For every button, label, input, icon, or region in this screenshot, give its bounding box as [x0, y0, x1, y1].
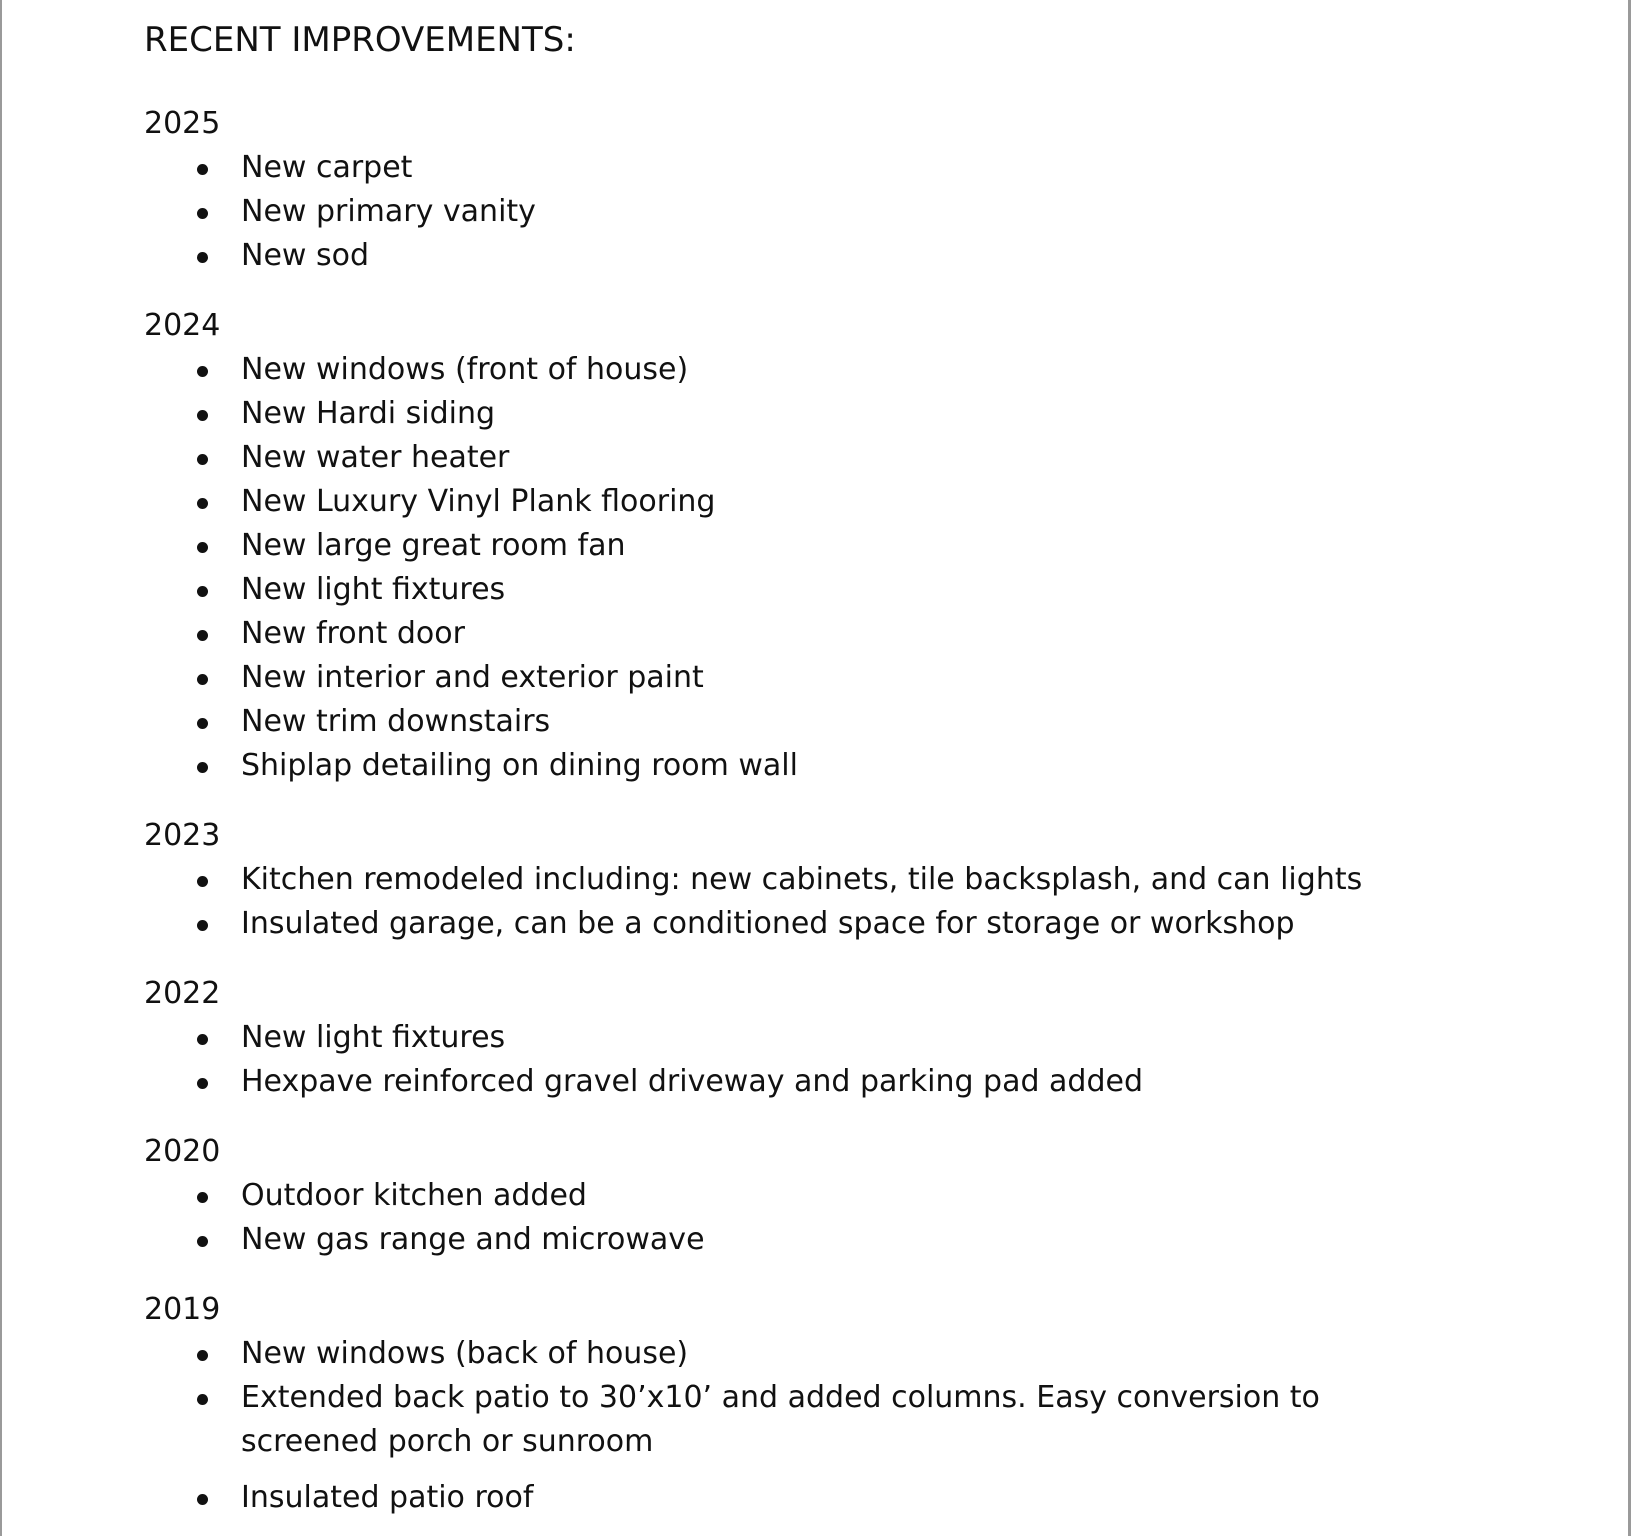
- item-text: New large great room fan: [241, 528, 626, 563]
- document-title: RECENT IMPROVEMENTS:: [144, 20, 576, 60]
- section-2022: [144, 972, 1584, 1104]
- improvement-list: [144, 348, 1584, 788]
- item-text: New front door: [241, 616, 465, 651]
- item-text: Shiplap detailing on dining room wall: [241, 748, 798, 783]
- bullet-icon: [197, 630, 208, 641]
- list-item: [144, 858, 1551, 902]
- bullet-icon: [197, 1494, 208, 1505]
- list-item: [144, 1218, 1551, 1262]
- item-text: New light fixtures: [241, 572, 506, 607]
- list-item: [144, 1476, 1551, 1520]
- item-text: New Hardi siding: [241, 396, 496, 431]
- list-item: [144, 902, 1551, 946]
- bullet-icon: [197, 920, 208, 931]
- list-item: [144, 524, 1551, 568]
- item-text: Insulated garage, can be a conditioned space for storage or workshop: [241, 906, 1295, 941]
- item-text: New primary vanity: [241, 194, 536, 229]
- item-text: New trim downstairs: [241, 704, 551, 739]
- item-text: Kitchen remodeled including: new cabinets, tile backsplash, and can lights: [241, 862, 1363, 897]
- improvement-list: [144, 146, 1584, 278]
- bullet-icon: [197, 718, 208, 729]
- list-item: [144, 1174, 1551, 1218]
- list-item: [144, 146, 1551, 190]
- list-item: [144, 656, 1551, 700]
- bullet-icon: [197, 1078, 208, 1089]
- bullet-icon: [197, 1350, 208, 1361]
- year-heading: 2020: [144, 1134, 221, 1169]
- bullet-icon: [197, 454, 208, 465]
- section-2025: [144, 102, 1584, 278]
- bullet-icon: [197, 876, 208, 887]
- item-text: New water heater: [241, 440, 510, 475]
- improvement-list: [144, 1174, 1584, 1262]
- year-heading: 2025: [144, 106, 221, 141]
- year-heading: 2022: [144, 976, 221, 1011]
- improvement-list: [144, 858, 1584, 946]
- item-text: Insulated patio roof: [241, 1480, 534, 1515]
- list-item: [144, 744, 1551, 788]
- item-text: New carpet: [241, 150, 413, 185]
- bullet-icon: [197, 498, 208, 509]
- item-text: Hexpave reinforced gravel driveway and parking pad added: [241, 1064, 1144, 1099]
- section-2023: [144, 814, 1584, 946]
- year-heading: 2023: [144, 818, 221, 853]
- bullet-icon: [197, 366, 208, 377]
- item-text: New windows (back of house): [241, 1336, 689, 1371]
- year-heading: 2024: [144, 308, 221, 343]
- list-item: [144, 436, 1551, 480]
- improvement-list: [144, 1332, 1584, 1520]
- item-text: New Luxury Vinyl Plank flooring: [241, 484, 716, 519]
- bullet-icon: [197, 586, 208, 597]
- list-item: [144, 348, 1551, 392]
- document-page: [144, 0, 1584, 1520]
- bullet-icon: [197, 208, 208, 219]
- section-2019: [144, 1288, 1584, 1520]
- bullet-icon: [197, 164, 208, 175]
- item-text: New interior and exterior paint: [241, 660, 704, 695]
- item-text: New sod: [241, 238, 369, 273]
- item-text: New windows (front of house): [241, 352, 689, 387]
- bullet-icon: [197, 674, 208, 685]
- item-text: New light fixtures: [241, 1020, 506, 1055]
- list-item: [144, 568, 1551, 612]
- bullet-icon: [197, 1192, 208, 1203]
- list-item: [144, 190, 1551, 234]
- list-item: [144, 1332, 1551, 1376]
- bullet-icon: [197, 1034, 208, 1045]
- year-heading: 2019: [144, 1292, 221, 1327]
- list-item: [144, 480, 1551, 524]
- section-2024: [144, 304, 1584, 788]
- list-item: [144, 1016, 1551, 1060]
- bullet-icon: [197, 252, 208, 263]
- list-item: [144, 392, 1551, 436]
- bullet-icon: [197, 1236, 208, 1247]
- improvement-list: [144, 1016, 1584, 1104]
- section-2020: [144, 1130, 1584, 1262]
- list-item: [144, 1376, 1401, 1464]
- item-text: New gas range and microwave: [241, 1222, 705, 1257]
- bullet-icon: [197, 410, 208, 421]
- list-item: [144, 1060, 1551, 1104]
- list-item: [144, 612, 1551, 656]
- bullet-icon: [197, 762, 208, 773]
- item-text: Extended back patio to 30’x10’ and added columns. Easy conversion to screened porch or sunroom: [241, 1380, 1320, 1459]
- item-text: Outdoor kitchen added: [241, 1178, 587, 1213]
- list-item: [144, 700, 1551, 744]
- bullet-icon: [197, 1394, 208, 1405]
- list-item: [144, 234, 1551, 278]
- page-border-left: [0, 0, 2, 1536]
- bullet-icon: [197, 542, 208, 553]
